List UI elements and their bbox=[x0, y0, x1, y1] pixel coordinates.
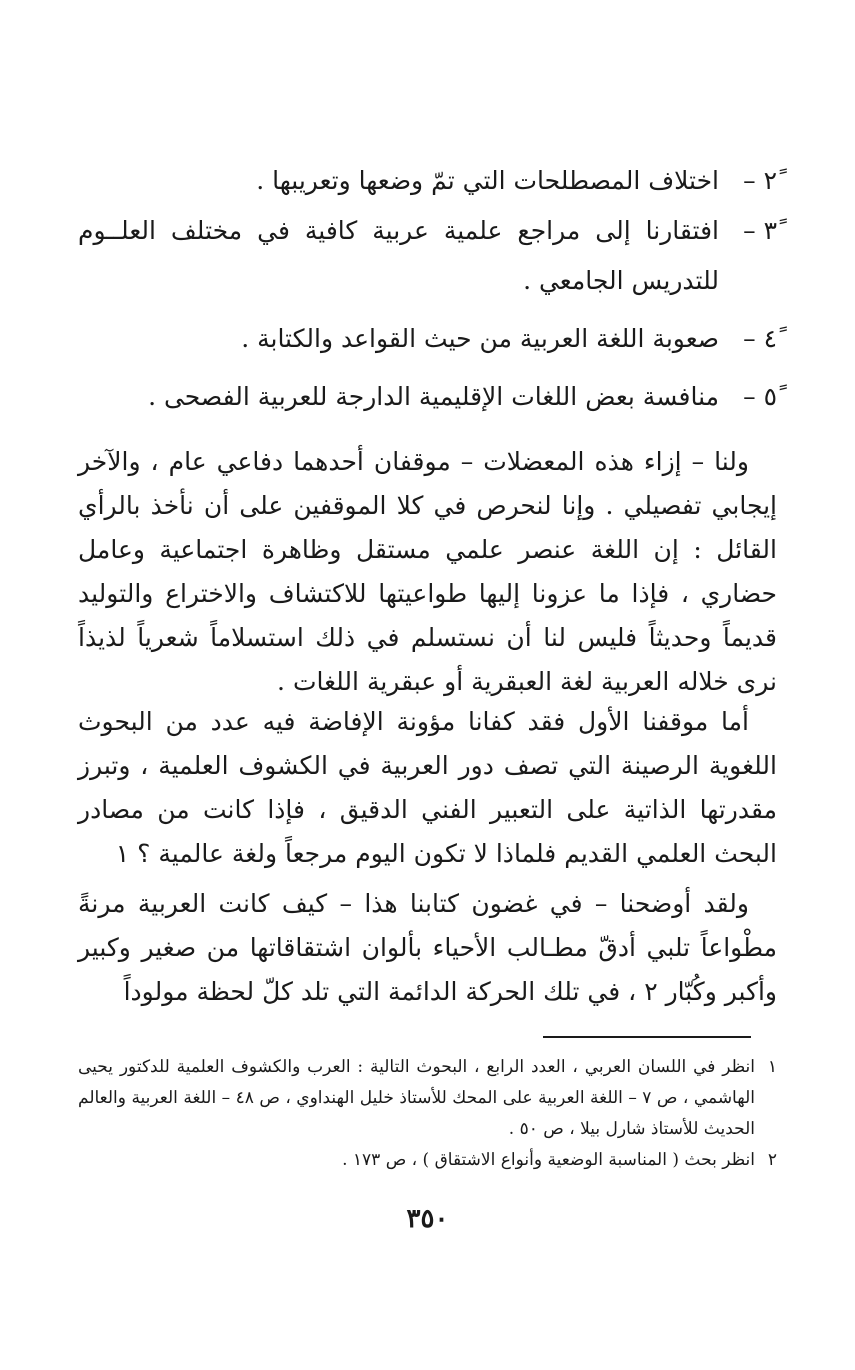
footnotes bbox=[78, 1052, 777, 1176]
footnote-number: ٢ bbox=[767, 1150, 777, 1170]
footnote bbox=[78, 1052, 777, 1145]
paragraph-first-position: أما موقفنا الأول فقد كفانا مؤونة الإفاضة فيه عدد من البحوث اللغوية الرصينة التي تصف دور العربية في الكشوف العلمية ، وتبرز مقدرتها الذاتية على التعبير الفني الدقيق ، فإذا كانت من مصادر البحث العلمي القديم فلماذا لا تكون اليوم مرجعاً ولغة عالمية ؟ ١ bbox=[78, 707, 777, 868]
page-number: ٣٥٠ bbox=[406, 1204, 449, 1234]
list-continuation-text: للتدريس الجامعي . bbox=[523, 266, 719, 295]
list-item bbox=[78, 206, 777, 256]
list-item-continuation bbox=[78, 256, 777, 306]
numbered-list bbox=[78, 156, 777, 422]
list-text: اختلاف المصطلحات التي تمّ وضعها وتعريبها . bbox=[256, 166, 719, 195]
footnote-text: انظر في اللسان العربي ، العدد الرابع ، البحوث التالية : العرب والكشوف العلمية للدكتور يحيى الهاشمي ، ص ٧ – اللغة العربية على المحك للأستاذ خليل الهنداوي ، ص ٤٨ – اللغة العربية والعالم الحديث للأستاذ شارل بيلا ، ص ٥٠ . bbox=[78, 1057, 755, 1139]
list-item bbox=[78, 314, 777, 364]
list-number: ٥ً – bbox=[743, 382, 777, 411]
paragraph-positions: ولنا – إزاء هذه المعضلات – موقفان أحدهما دفاعي عام ، والآخر إيجابي تفصيلي . وإنا لنحرص في كلا الموقفين على أن نأخذ بالرأي القائل : إن اللغة عنصر علمي مستقل وظاهرة اجتماعية وعامل حضاري ، فإذا ما عزونا إليها طواعيتها للاكتشاف والاختراع والتوليد قديماً وحديثاً فليس لنا أن نستسلم في ذلك استسلاماً شعرياً لذيذاً نرى خلاله العربية لغة العبقرية أو عبقرية اللغات . bbox=[78, 447, 777, 696]
footnote-divider bbox=[543, 1036, 751, 1038]
footnote bbox=[78, 1145, 777, 1176]
footnote-number: ١ bbox=[767, 1057, 777, 1077]
list-number: ٣ً – bbox=[743, 216, 777, 245]
list-number: ٢ً – bbox=[743, 166, 777, 195]
list-text: افتقارنا إلى مراجع علمية عربية كافية في مختلف العلــوم bbox=[78, 216, 719, 245]
list-number: ٤ً – bbox=[743, 324, 777, 353]
list-item bbox=[78, 156, 777, 206]
list-item bbox=[78, 372, 777, 422]
footnote-text: انظر بحث ( المناسبة الوضعية وأنواع الاشتقاق ) ، ص ١٧٣ . bbox=[342, 1150, 755, 1170]
list-text: منافسة بعض اللغات الإقليمية الدارجة للعربية الفصحى . bbox=[148, 382, 719, 411]
list-text: صعوبة اللغة العربية من حيث القواعد والكتابة . bbox=[241, 324, 719, 353]
paragraph-flexibility: ولقد أوضحنا – في غضون كتابنا هذا – كيف كانت العربية مرنةً مطْواعاً تلبي أدقّ مطـالب الأحياء بألوان اشتقاقاتها من صغير وكبير وأكبر وكُبّار ٢ ، في تلك الحركة الدائمة التي تلد كلّ لحظة مولوداً bbox=[78, 889, 777, 1006]
